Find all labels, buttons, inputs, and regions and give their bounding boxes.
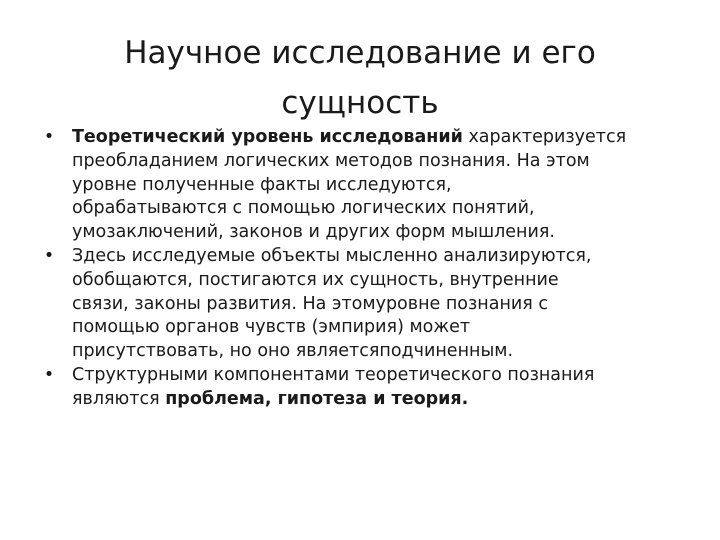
bullet-item-mental-analysis	[36, 245, 686, 364]
bullet-text-line: присутствовать, но оно являетсяподчиненным.	[72, 341, 514, 362]
bold-term: Теоретический уровень исследований	[72, 127, 463, 147]
slide-title-line-2: сущность	[281, 85, 439, 121]
bullet-text-line: обобщаются, постигаются их сущность, внутренние	[72, 269, 559, 290]
bullet-text-line: уровне полученные факты исследуются,	[72, 174, 452, 195]
bullet-marker: •	[43, 364, 55, 385]
slide-title-line-1: Научное исследование и его	[124, 35, 596, 71]
bullet-text-line: Структурными компонентами теоретического познания	[72, 364, 595, 385]
bullet-item-structural-components	[36, 364, 686, 412]
bullet-text-line: Здесь исследуемые объекты мысленно анализируются,	[72, 245, 592, 266]
bullet-marker: •	[43, 127, 55, 147]
bullet-text-line	[72, 126, 686, 150]
bullet-text-line: умозаключений, законов и других форм мышления.	[72, 222, 555, 243]
bullet-text-line: связи, законы развития. На этомуровне познания с	[72, 293, 548, 314]
bullet-text-line: обрабатываются с помощью логических понятий,	[72, 198, 535, 219]
bold-term: проблема, гипотеза и теория.	[165, 388, 469, 409]
bullet-text-fragment: являются	[72, 388, 166, 409]
bullet-text-fragment: характеризуется	[462, 127, 627, 147]
bullet-text-line	[72, 388, 686, 412]
bullet-item-theoretical-level	[36, 126, 686, 245]
bullet-text-line: преобладанием логических методов познания. На этом	[72, 150, 590, 171]
bullet-list	[36, 126, 686, 412]
bullet-text-line: помощью органов чувств (эмпирия) может	[72, 317, 471, 338]
bullet-marker: •	[43, 245, 55, 266]
slide-title	[60, 28, 660, 128]
